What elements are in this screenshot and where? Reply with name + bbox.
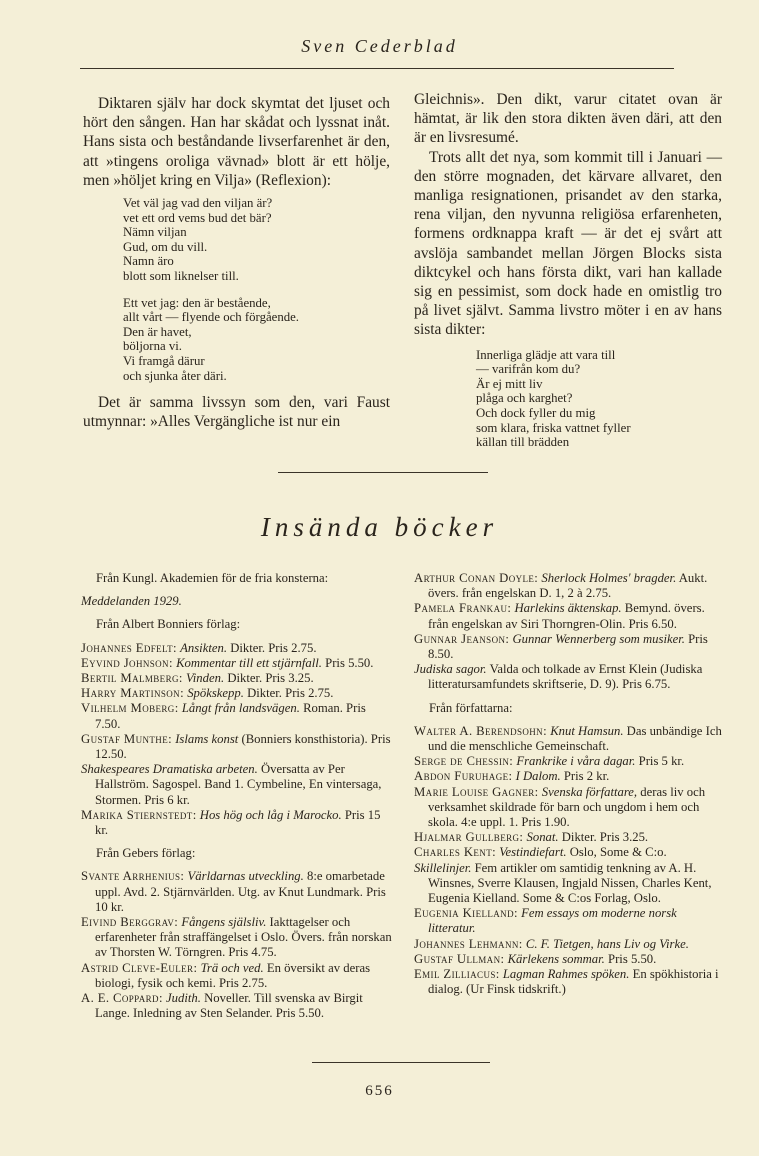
book-details: Bemynd. övers. från engelskan av Siri Thorngren-Olin. Pris 6.50. <box>428 601 705 631</box>
book-entry <box>81 762 392 808</box>
book-details: Pris 5 kr. <box>638 754 685 769</box>
book-title: Skillelinjer. <box>414 860 472 875</box>
book-title: Sherlock Holmes' bragder. <box>541 571 677 585</box>
poem-line: böljorna vi. <box>123 339 182 354</box>
book-entry <box>81 671 392 686</box>
book-title: Vestindiefart. <box>499 845 567 860</box>
book-author: A. E. Coppard: <box>81 991 163 1006</box>
essay-paragraph: Diktaren själv har dock skymtat det ljuset och hört den sången. Han har skådat och lyssnat inåt. Hans sista och beståndande livserfarenhet är den, att »tingens oroliga vävnad» blott är ett hölje, men »höljet kring en Vilja» (Reflexion): <box>83 95 390 189</box>
book-details: Iakttagelser och erfarenheter från straffängelset i Oslo. Övers. från norskan av Thorsten W. Törngren. Pris 4.75. <box>95 915 392 960</box>
essay-paragraph: Trots allt det nya, som kommit till i Januari — den större mognaden, det kärvare allvaret, den manliga resignationen, prisandet av den starka, rena viljan, den nyvunna religiösa erfarenheten, formens ordknappa kraft — är det ej svårt att avslöja sambandet mellan Jörgen Blocks sista diktcykel och hans första dikt, vari han kallade sig en pessimist, som dock hade en omistlig tro på livet självt. Samma livstro möter i en av hans sista dikter: <box>414 148 722 339</box>
book-details: En spökhistoria i dialog. (Ur Finsk tidskrift.) <box>428 967 719 997</box>
book-title: Harlekins äktenskap. <box>514 601 622 616</box>
book-title: Fångens själsliv. <box>181 915 267 930</box>
poem-line: källan till brädden <box>476 435 570 450</box>
book-entry <box>414 952 726 967</box>
book-author: Harry Martinson: <box>81 686 185 701</box>
book-details: Översatta av Per Hallström. Sagospel. Band 1. Cymbeline, En vintersaga, Stormen. Pris 6 kr. <box>95 762 382 807</box>
book-title: Judiska sagor. <box>414 662 487 677</box>
book-entry <box>81 991 392 1021</box>
book-details: Dikter. Pris 3.25. <box>561 830 649 845</box>
book-entry <box>81 808 392 838</box>
book-title: Islams konst <box>175 731 239 746</box>
book-details: Pris 5.50. <box>608 951 657 966</box>
book-entry <box>414 785 726 831</box>
book-details: Valda och tolkade av Ernst Klein (Judiska litteratursamfundets skriftserie, D. 9). Pris 6.75. <box>428 662 703 692</box>
publisher-heading: Från Albert Bonniers förlag: <box>96 617 241 632</box>
book-entry <box>414 769 726 784</box>
poem-line: blott som liknelser till. <box>123 268 239 283</box>
book-details: Oslo, Some & C:o. <box>569 845 667 860</box>
poem-line: — varifrån kom du? <box>476 362 581 377</box>
book-details: Pris 15 kr. <box>95 807 381 838</box>
book-title: Fem essays om moderne norsk litteratur. <box>428 906 677 936</box>
poem-line: och sjunka åter däri. <box>123 368 227 383</box>
book-details: 8:e omarbetade uppl. Avd. 2. Stjärnvärlden. Utg. av Knut Lundmark. Pris 10 kr. <box>95 869 386 914</box>
book-title: Långt från landsvägen. <box>181 701 300 716</box>
book-title: C. F. Tietgen, hans Liv og Virke. <box>525 936 689 951</box>
book-author: Vilhelm Moberg: <box>81 701 179 716</box>
book-title: Ansikten. <box>180 640 228 655</box>
book-author: Pamela Frankau: <box>414 601 512 616</box>
book-title: Hos hög och låg i Marocko. <box>199 807 342 822</box>
book-author: Arthur Conan Doyle: <box>414 571 539 585</box>
book-title: Trä och ved. <box>200 960 264 975</box>
poem-quote <box>476 348 722 450</box>
book-title: Meddelanden 1929. <box>81 594 182 609</box>
section-title: Insända böcker <box>260 512 499 542</box>
book-entry <box>414 662 726 692</box>
book-entry <box>81 686 392 701</box>
book-details: Pris 8.50. <box>428 631 708 662</box>
book-author: Charles Kent: <box>414 845 497 860</box>
book-details: Roman. Pris 7.50. <box>95 701 366 731</box>
book-details: deras liv och verksamhet skildrade för barn och ungdom i hem och skola. 4:e uppl. 1. Pris 1.90. <box>428 784 706 830</box>
book-author: Eyvind Johnson: <box>81 655 173 670</box>
page-number: 656 <box>365 1083 394 1099</box>
book-author: Gustaf Munthe: <box>81 731 173 746</box>
spacer <box>414 693 726 701</box>
book-entry <box>81 915 392 961</box>
book-entry <box>414 937 726 952</box>
book-entry <box>414 571 726 601</box>
footer-rule <box>312 1062 490 1063</box>
book-author: Gunnar Jeanson: <box>414 631 510 646</box>
book-entry <box>414 967 726 997</box>
book-entry <box>414 861 726 907</box>
publisher-heading: Från Kungl. Akademien för de fria konsterna: <box>96 571 329 585</box>
spacer <box>81 838 392 846</box>
book-author: Hjalmar Gullberg: <box>414 830 524 845</box>
book-title: Shakespeares Dramatiska arbeten. <box>81 762 258 777</box>
book-author: Abdon Furuhage: <box>414 769 513 784</box>
book-author: Astrid Cleve-Euler: <box>81 960 198 975</box>
essay-paragraph: Gleichnis». Den dikt, varur citatet ovan är hämtat, är lik den stora dikten även däri, att den är en livsresumé. <box>414 91 722 147</box>
book-entry <box>81 656 392 671</box>
book-title: Vinden. <box>185 671 225 686</box>
book-entry <box>414 754 726 769</box>
book-entry <box>81 641 392 656</box>
book-author: Marie Louise Gagner: <box>414 784 539 799</box>
book-author: Johannes Lehmann: <box>414 936 523 951</box>
book-author: Serge de Chessin: <box>414 754 514 769</box>
poem-line: som klara, friska vattnet fyller <box>476 420 631 435</box>
book-details: Das unbändige Ich und die menschliche Gemeinschaft. <box>428 723 722 754</box>
essay-left-column <box>83 94 390 432</box>
poem-line: plåga och karghet? <box>476 391 573 406</box>
book-entry <box>414 845 726 860</box>
poem-line: Vi framgå därur <box>123 353 205 368</box>
book-details: Dikter. Pris 2.75. <box>247 686 334 701</box>
book-title: Judith. <box>166 991 201 1006</box>
book-details: Aukt. övers. från engelskan D. 1, 2 à 2.75. <box>428 571 708 601</box>
book-details: En översikt av deras biologi, fysik och kemi. Pris 2.75. <box>95 960 371 990</box>
running-title: Sven Cederblad <box>301 36 458 56</box>
book-entry <box>414 906 726 936</box>
book-details: Noveller. Till svenska av Birgit Lange. Inledning av Sten Selander. Pris 5.50. <box>95 991 363 1021</box>
poem-line: Innerliga glädje att vara till <box>476 347 616 362</box>
poem-line: Den är havet, <box>123 324 192 339</box>
book-author: Walter A. Berendsohn: <box>414 723 548 738</box>
book-title: Världarnas utveckling. <box>187 869 304 884</box>
poem-reflexion <box>123 196 390 383</box>
book-title: Gunnar Wennerberg som musiker. <box>512 631 685 646</box>
book-entry <box>81 594 392 609</box>
poem-line: Är ej mitt liv <box>476 376 543 391</box>
book-author: Emil Zilliacus: <box>414 967 500 982</box>
publisher-heading: Från Gebers förlag: <box>96 846 196 861</box>
book-entry <box>414 632 726 662</box>
book-entry <box>81 961 392 991</box>
book-entry <box>414 830 726 845</box>
book-entry <box>81 869 392 915</box>
book-details: Pris 5.50. <box>325 655 374 670</box>
book-author: Svante Arrhenius: <box>81 869 185 884</box>
book-author: Eugenia Kielland: <box>414 906 518 921</box>
book-author: Eivind Berggrav: <box>81 915 179 930</box>
poem-line: Gud, om du vill. <box>123 239 208 254</box>
poem-line: vet ett ord vems bud det bär? <box>123 210 272 225</box>
books-left-column <box>81 571 392 1021</box>
poem-line: Ett vet jag: den är bestående, <box>123 295 271 310</box>
book-author: Gustaf Ullman: <box>414 951 505 966</box>
spacer <box>81 609 392 617</box>
header-rule <box>80 68 674 69</box>
poem-line: Och dock fyller du mig <box>476 406 596 421</box>
section-divider <box>278 472 488 473</box>
essay-paragraph: Det är samma livssyn som den, vari Faust utmynnar: »Alles Vergängliche ist nur ein <box>83 394 390 431</box>
books-right-column <box>414 571 726 997</box>
book-details: Fem artikler om samtidig tenkning av A. H. Winsnes, Sverre Klausen, Ingjald Nissen, Charles Kent, Eugenia Kielland. Some & C:os Forlag, Oslo. <box>428 860 712 906</box>
book-title: I Dalom. <box>515 769 561 784</box>
poem-line: Namn äro <box>123 254 174 269</box>
book-entry <box>414 724 726 754</box>
book-entry <box>81 732 392 762</box>
book-title: Svenska författare, <box>541 784 638 799</box>
book-title: Kommentar till ett stjärnfall. <box>176 655 322 670</box>
book-entry <box>414 601 726 631</box>
poem-line: Vet väl jag vad den viljan är? <box>123 196 273 211</box>
book-author: Johannes Edfelt: <box>81 640 177 655</box>
book-details: Dikter. Pris 2.75. <box>230 640 317 655</box>
book-title: Lagman Rahmes spöken. <box>502 967 630 982</box>
publisher-heading: Från författarna: <box>429 700 513 715</box>
book-title: Spökskepp. <box>187 686 244 701</box>
book-entry <box>81 701 392 731</box>
essay-right-column <box>414 90 722 450</box>
book-details: Pris 2 kr. <box>563 769 610 784</box>
book-author: Marika Stiernstedt: <box>81 807 197 822</box>
book-author: Bertil Malmberg: <box>81 671 183 686</box>
book-details: Dikter. Pris 3.25. <box>227 671 314 686</box>
poem-line: allt vårt — flyende och förgående. <box>123 310 300 325</box>
poem-line <box>123 284 390 296</box>
poem-line: Nämn viljan <box>123 225 187 240</box>
book-title: Frankrike i våra dagar. <box>516 754 636 769</box>
book-title: Kärlekens sommar. <box>507 951 605 966</box>
book-details: (Bonniers konsthistoria). Pris 12.50. <box>95 731 391 762</box>
book-title: Knut Hamsun. <box>550 723 624 738</box>
book-title: Sonat. <box>526 830 559 845</box>
